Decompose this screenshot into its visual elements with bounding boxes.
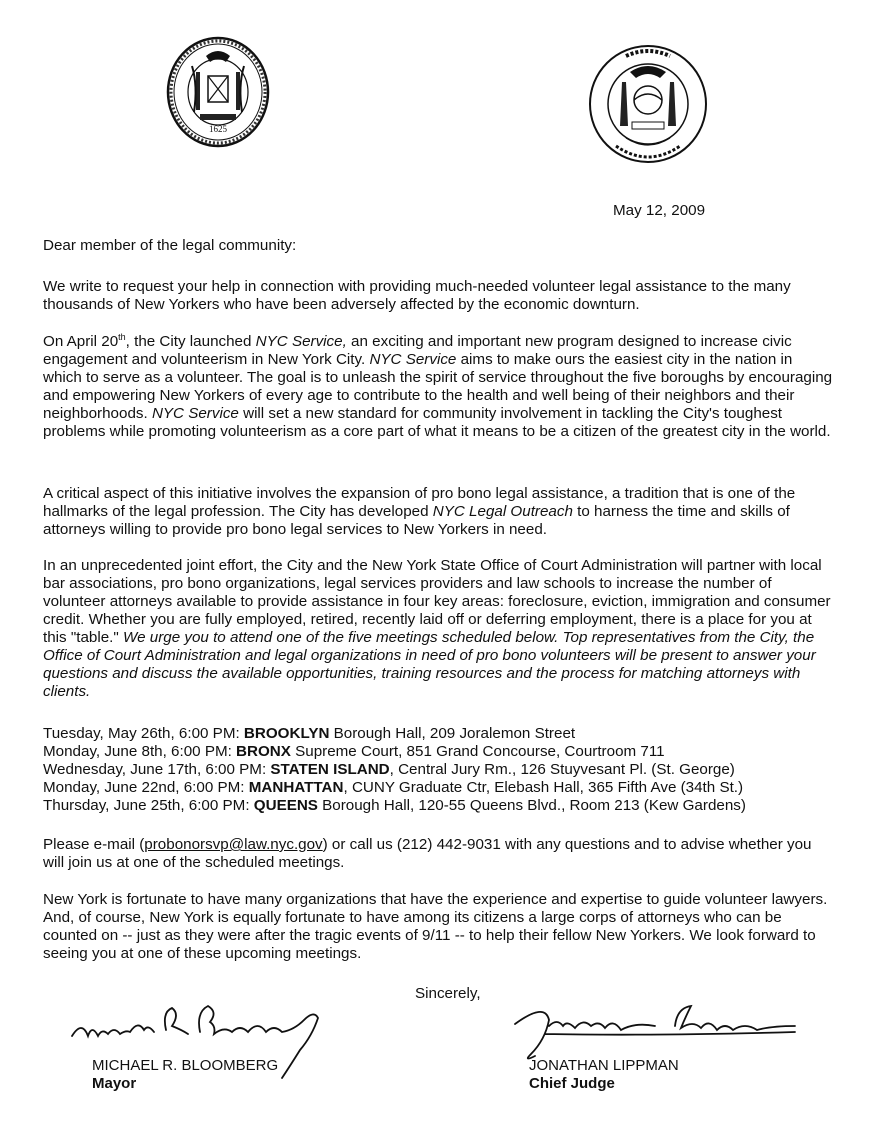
closing-salutation: Sincerely, (415, 985, 481, 1002)
paragraph-intro: We write to request your help in connection with providing much-needed volunteer legal assistance to the many thousands of New Yorkers who have been adversely affected by the economic downturn. (43, 278, 791, 313)
meeting-queens: Thursday, June 25th, 6:00 PM: QUEENS Borough Hall, 120-55 Queens Blvd., Room 213 (Kew Gardens) (43, 797, 746, 814)
meeting-bronx: Monday, June 8th, 6:00 PM: BRONX Supreme Court, 851 Grand Concourse, Courtroom 711 (43, 743, 665, 760)
paragraph-rsvp: Please e-mail (probonorsvp@law.nyc.gov) or call us (212) 442-9031 with any questions and to advise whether you will join us at one of the scheduled meetings. (43, 836, 812, 871)
bloomberg-title: Mayor (92, 1075, 137, 1092)
nyc-seal-year: 1625 (209, 124, 227, 134)
meeting-brooklyn: Tuesday, May 26th, 6:00 PM: BROOKLYN Borough Hall, 209 Joralemon Street (43, 725, 576, 742)
paragraph-legal-outreach: A critical aspect of this initiative involves the expansion of pro bono legal assistance, a tradition that is one of the hallmarks of the legal profession. The City has developed NYC Legal Outreach to harness the time and skills of attorneys willing to provide pro bono legal services to New Yorkers in need. (43, 485, 796, 538)
salutation: Dear member of the legal community: (43, 237, 297, 254)
meeting-manhattan: Monday, June 22nd, 6:00 PM: MANHATTAN, CUNY Graduate Ctr, Elebash Hall, 365 Fifth Ave (34th St.) (43, 779, 744, 796)
rsvp-email-link[interactable]: probonorsvp@law.nyc.gov (144, 836, 323, 853)
paragraph-nyc-service: On April 20th, the City launched NYC Service, an exciting and important new program designed to increase civic engagement and volunteerism in New York City. NYC Service aims to make ours the easiest city in the nation in which to serve as a volunteer. The goal is to unleash the spirit of service throughout the five boroughs by encouraging and empowering New Yorkers of every age to contribute to the health and well being of their neighbors and their neighborhoods. NYC Service will set a new standard for community involvement in tackling the City's toughest problems while promoting volunteerism as a core part of what it means to be a citizen of the greatest city in the world. (43, 331, 833, 440)
paragraph-closing: New York is fortunate to have many organizations that have the experience and expertise to guide volunteer lawyers. And, of course, New York is equally fortunate to have among its citizens a large corps of attorneys who can be counted on -- just as they were after the tragic events of 9/11 -- to help their fellow New Yorkers. We look forward to seeing you at one of these upcoming meetings. (43, 891, 828, 962)
court-system-seal (586, 42, 710, 166)
letter-date: May 12, 2009 (613, 202, 706, 219)
nyc-seal (166, 36, 270, 148)
meeting-staten-island: Wednesday, June 17th, 6:00 PM: STATEN ISLAND, Central Jury Rm., 126 Stuyvesant Pl. (St. George) (43, 761, 735, 778)
lippman-title: Chief Judge (529, 1075, 615, 1092)
meeting-schedule (43, 725, 833, 815)
bloomberg-name: MICHAEL R. BLOOMBERG (92, 1057, 279, 1074)
paragraph-joint-effort: In an unprecedented joint effort, the City and the New York State Office of Court Administration will partner with local bar associations, pro bono organizations, legal services providers and law schools to increase the number of volunteer attorneys available to provide assistance in four key areas: foreclosure, eviction, immigration and consumer credit. Whether you are fully employed, retired, recently laid off or deferring employment, there is a place for you at this "table." We urge you to attend one of the five meetings scheduled below. Top representatives from the City, the Office of Court Administration and legal organizations in need of pro bono volunteers will be present to answer your questions and discuss the available opportunities, training resources and the process for matching attorneys with clients. (43, 557, 831, 700)
lippman-name: JONATHAN LIPPMAN (529, 1057, 679, 1074)
